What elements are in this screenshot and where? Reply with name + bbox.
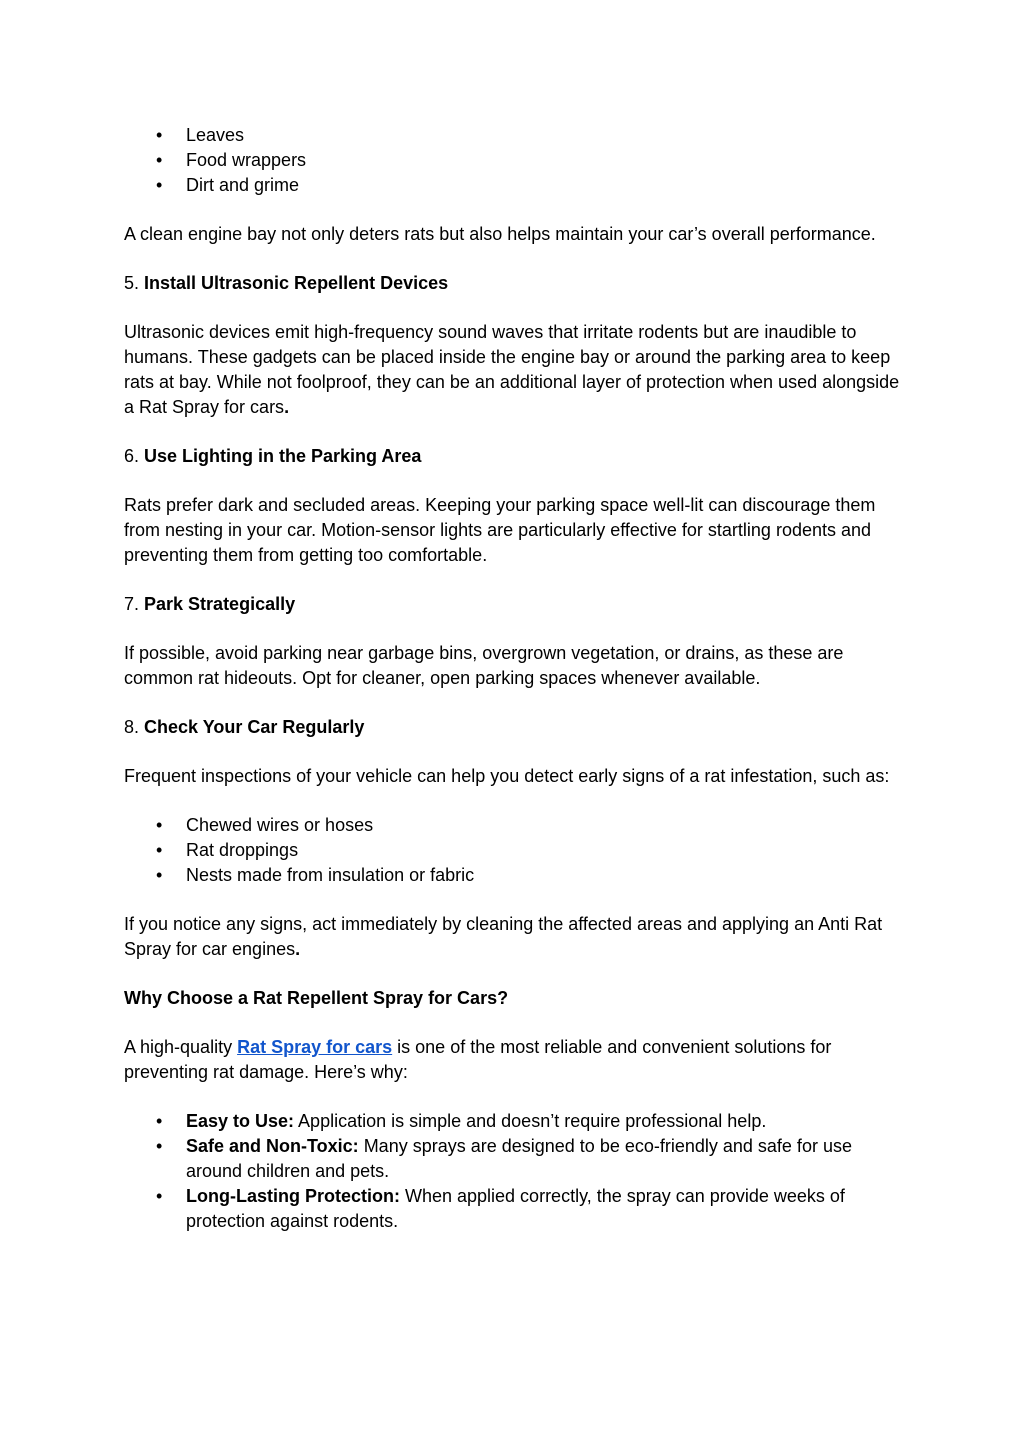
list-item-text: Nests made from insulation or fabric (186, 865, 475, 885)
bullet: • (156, 1111, 163, 1131)
benefit-title: Safe and Non-Toxic: (186, 1136, 359, 1156)
list-item (124, 1134, 904, 1184)
why-choose-heading (124, 986, 904, 1011)
ultrasonic-paragraph (124, 320, 904, 420)
list-item (124, 173, 904, 198)
list-item-text: Dirt and grime (186, 175, 300, 195)
list-item (124, 123, 904, 148)
bullet: • (156, 865, 163, 885)
bullet: • (156, 815, 163, 835)
list-item (124, 1109, 904, 1134)
paragraph-end: . (284, 397, 290, 417)
section-7-heading (124, 592, 904, 617)
section-number: 7. (124, 594, 145, 614)
section-number: 6. (124, 446, 145, 466)
section-6-heading (124, 444, 904, 469)
paragraph-end: . (295, 939, 301, 959)
paragraph-text: If you notice any signs, act immediately by cleaning the affected areas and applying an Anti Rat Spray for car engines (124, 914, 883, 959)
list-item (124, 838, 904, 863)
bullet: • (156, 175, 163, 195)
rat-spray-link[interactable]: Rat Spray for cars (237, 1037, 393, 1057)
benefit-text: When applied correctly, the spray can provide weeks of protection against rodents. (186, 1186, 845, 1231)
benefit-title: Long-Lasting Protection: (186, 1186, 400, 1206)
paragraph-text: A high-quality (124, 1037, 238, 1057)
section-5-heading (124, 271, 904, 296)
notice-paragraph (124, 912, 904, 962)
clean-engine-paragraph: A clean engine bay not only deters rats but also helps maintain your car’s overall performance. (124, 224, 876, 244)
paragraph-text: Ultrasonic devices emit high-frequency sound waves that irritate rodents but are inaudible to humans. These gadgets can be placed inside the engine bay or around the parking area to keep rats at bay. While not foolproof, they can be an additional layer of protection when used alongside a Rat Spray for cars (124, 322, 900, 417)
bullet: • (156, 150, 163, 170)
signs-list (124, 813, 904, 888)
debris-list (124, 123, 904, 198)
list-item (124, 813, 904, 838)
benefits-list (124, 1109, 904, 1234)
section-8-heading (124, 715, 904, 740)
list-item (124, 148, 904, 173)
bullet: • (156, 1186, 163, 1206)
section-title: Use Lighting in the Parking Area (144, 446, 422, 466)
bullet: • (156, 1136, 163, 1156)
bullet: • (156, 125, 163, 145)
bullet: • (156, 840, 163, 860)
lighting-paragraph: Rats prefer dark and secluded areas. Keeping your parking space well-lit can discourage them from nesting in your car. Motion-sensor lights are particularly effective for startling rodents and preventing them from getting too comfortable. (124, 495, 876, 565)
heading-text: Why Choose a Rat Repellent Spray for Cars? (124, 988, 509, 1008)
why-paragraph (124, 1035, 904, 1085)
inspection-paragraph: Frequent inspections of your vehicle can help you detect early signs of a rat infestation, such as: (124, 766, 890, 786)
benefit-text: Application is simple and doesn’t require professional help. (294, 1111, 767, 1131)
list-item (124, 1184, 904, 1234)
parking-paragraph: If possible, avoid parking near garbage bins, overgrown vegetation, or drains, as these are common rat hideouts. Opt for cleaner, open parking spaces whenever available. (124, 643, 844, 688)
list-item-text: Rat droppings (186, 840, 299, 860)
list-item-text: Chewed wires or hoses (186, 815, 374, 835)
benefit-text: Many sprays are designed to be eco-friendly and safe for use around children and pets. (186, 1136, 852, 1181)
list-item-text: Food wrappers (186, 150, 307, 170)
document-page (124, 123, 904, 1258)
benefit-title: Easy to Use: (186, 1111, 295, 1131)
section-number: 5. (124, 273, 145, 293)
paragraph-text: is one of the most reliable and convenient solutions for preventing rat damage. Here’s why: (124, 1037, 832, 1082)
list-item (124, 863, 904, 888)
section-title: Park Strategically (144, 594, 296, 614)
section-title: Check Your Car Regularly (144, 717, 365, 737)
section-number: 8. (124, 717, 145, 737)
list-item-text: Leaves (186, 125, 245, 145)
section-title: Install Ultrasonic Repellent Devices (144, 273, 449, 293)
